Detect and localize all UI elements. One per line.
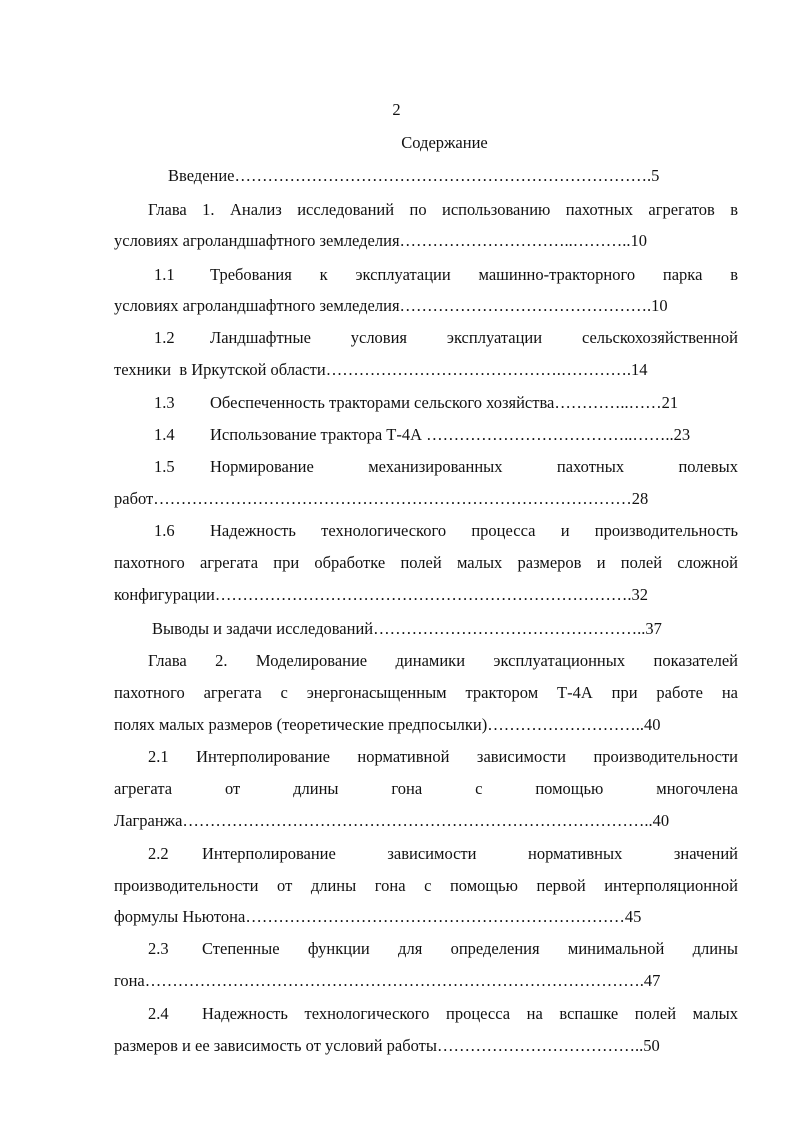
toc-section-2-2-line-1: Интерполирование зависимости нормативных значений bbox=[202, 844, 738, 863]
toc-section-num: 2.4 bbox=[148, 1004, 169, 1023]
toc-section-2-3-line-1: Степенные функции для определения минимальной длины bbox=[202, 939, 738, 958]
leader-dots: ………………………………………………………………………….. bbox=[182, 811, 653, 830]
toc-section-num: 1.1 bbox=[154, 265, 175, 284]
toc-section-1-1-line-1: Требования к эксплуатации машинно-тракторного парка в bbox=[210, 265, 738, 284]
page-number: 2 bbox=[392, 100, 401, 119]
toc-section-1-4: Использование трактора Т-4А ………………………………..……..23 bbox=[210, 425, 691, 444]
toc-page: 32 bbox=[631, 585, 648, 604]
toc-intro: Введение………………………………………………………………….5 bbox=[168, 166, 660, 185]
leader-dots: ………………………………………….. bbox=[373, 619, 646, 638]
leader-dots: ……………………….. bbox=[487, 715, 644, 734]
toc-section-1-6-line-1: Надежность технологического процесса и производительность bbox=[210, 521, 738, 540]
leader-dots: ………………………………………. bbox=[399, 296, 652, 315]
toc-section-num: 1.4 bbox=[154, 425, 175, 444]
toc-section-num: 1.5 bbox=[154, 457, 175, 476]
toc-section-1-3: Обеспеченность тракторами сельского хозяйства…………..……21 bbox=[210, 393, 679, 412]
toc-section-1-6-line-3: конфигурации………………………………………………………………….32 bbox=[114, 585, 648, 604]
leader-dots: …………………………………………………………………. bbox=[214, 585, 632, 604]
toc-page: 47 bbox=[643, 971, 661, 990]
leader-dots: …………………………………………………………… bbox=[245, 907, 625, 926]
toc-section-2-4-line-2: размеров и ее зависимость от условий работы………………………………..50 bbox=[114, 1036, 660, 1055]
toc-section-1-5-line-2: работ……………………………………………………………………………28 bbox=[114, 489, 649, 508]
toc-page: 23 bbox=[673, 425, 691, 444]
toc-page: 10 bbox=[630, 231, 648, 250]
leader-dots: ………………………………..…….. bbox=[422, 425, 674, 444]
toc-page: 37 bbox=[645, 619, 662, 638]
toc-page: 40 bbox=[643, 715, 661, 734]
toc-chapter-2-line-2: пахотного агрегата с энергонасыщенным трактором Т-4А при работе на bbox=[114, 683, 738, 702]
toc-chapter-2-line-3: полях малых размеров (теоретические предпосылки)………………………..40 bbox=[114, 715, 661, 734]
toc-section-2-3-line-2: гона……………………………………………………………………………….47 bbox=[114, 971, 661, 990]
leader-dots: …………………………………………………………………………… bbox=[153, 489, 632, 508]
toc-page: 14 bbox=[630, 360, 648, 379]
toc-page: 21 bbox=[661, 393, 679, 412]
toc-section-2-1-line-2: агрегата от длины гона с помощью многочлена bbox=[114, 779, 738, 798]
toc-section-num: 1.3 bbox=[154, 393, 175, 412]
leader-dots: …………………………..……….. bbox=[399, 231, 631, 250]
toc-chapter-2-line-1: Глава 2. Моделирование динамики эксплуатационных показателей bbox=[148, 651, 738, 670]
leader-dots: …………………………………….…………. bbox=[325, 360, 631, 379]
toc-page: 45 bbox=[624, 907, 642, 926]
toc-section-num: 2.3 bbox=[148, 939, 169, 958]
leader-dots: ……………………………….. bbox=[436, 1036, 644, 1055]
leader-dots: …………………………………………………………………. bbox=[234, 166, 652, 185]
toc-section-num: 1.2 bbox=[154, 328, 175, 347]
toc-section-1-2-line-2: техники в Иркутской области…………………………………….………….14 bbox=[114, 360, 648, 379]
page-title: Содержание bbox=[401, 133, 488, 152]
toc-section-2-2-line-3: формулы Ньютона……………………………………………………………45 bbox=[114, 907, 642, 926]
toc-conclusions: Выводы и задачи исследований…………………………………………..37 bbox=[152, 619, 662, 638]
toc-section-1-5-line-1: Нормирование механизированных пахотных полевых bbox=[210, 457, 738, 476]
toc-section-2-1-line-3: Лагранжа…………………………………………………………………………..40 bbox=[114, 811, 670, 830]
toc-page: 40 bbox=[652, 811, 670, 830]
toc-page: 50 bbox=[643, 1036, 660, 1055]
toc-section-1-1-line-2: условиях агроландшафтного земледелия……………………………………….10 bbox=[114, 296, 668, 315]
toc-section-num: 2.2 bbox=[148, 844, 169, 863]
toc-page: 10 bbox=[651, 296, 668, 315]
leader-dots: …………..…… bbox=[554, 393, 662, 412]
toc-section-2-4-line-1: Надежность технологического процесса на вспашке полей малых bbox=[202, 1004, 738, 1023]
toc-page: 5 bbox=[651, 166, 660, 185]
toc-chapter-1-line-1: Глава 1. Анализ исследований по использованию пахотных агрегатов в bbox=[148, 200, 738, 219]
toc-page: 28 bbox=[631, 489, 649, 508]
toc-section-2-1-line-1: 2.1 Интерполирование нормативной зависимости производительности bbox=[148, 747, 738, 766]
toc-section-2-2-line-2: производительности от длины гона с помощью первой интерполяционной bbox=[114, 876, 738, 895]
toc-section-1-2-line-1: Ландшафтные условия эксплуатации сельскохозяйственной bbox=[210, 328, 738, 347]
toc-chapter-1-line-2: условиях агроландшафтного земледелия…………………………..………..10 bbox=[114, 231, 648, 250]
toc-section-1-6-line-2: пахотного агрегата при обработке полей малых размеров и полей сложной bbox=[114, 553, 738, 572]
leader-dots: ………………………………………………………………………………. bbox=[144, 971, 644, 990]
toc-section-num: 1.6 bbox=[154, 521, 175, 540]
